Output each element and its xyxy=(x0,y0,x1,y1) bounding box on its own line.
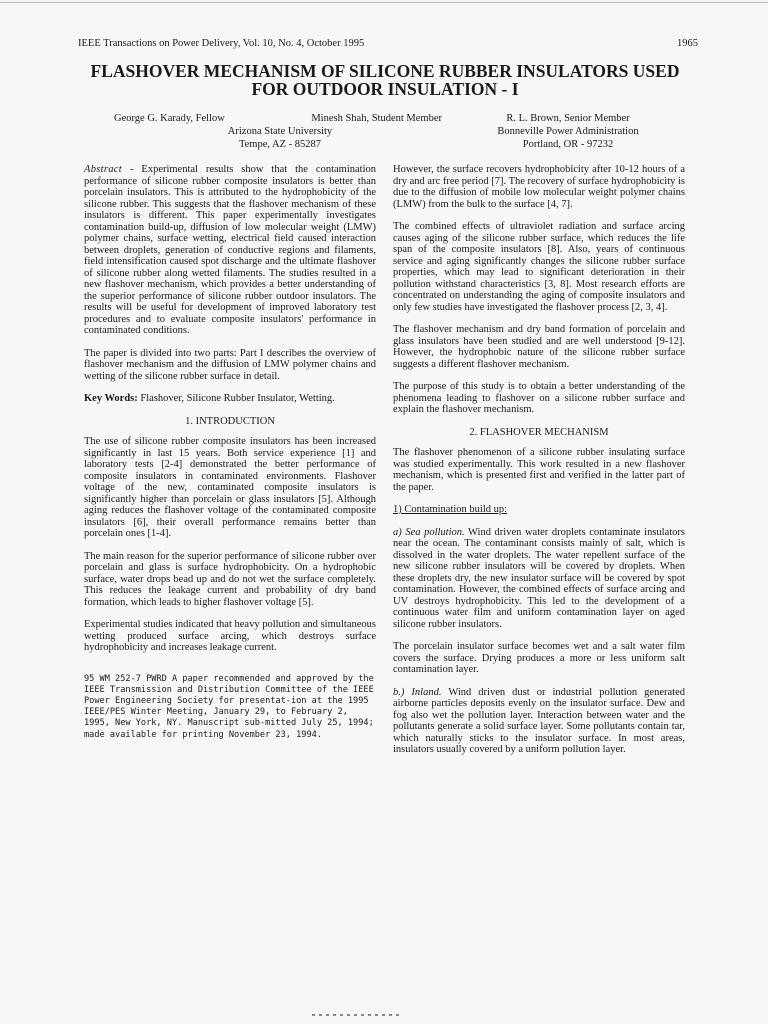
top-rule xyxy=(0,2,768,3)
author-shah: Minesh Shah, Student Member xyxy=(311,113,442,124)
right-paragraph-1: However, the surface recovers hydrophobicity after 10-12 hours of a dry and arc free period [7]. The recovery of surface hydrophobicity is due to the diffusion of mobile low molecular weight polymer chains (LMW) from the bulk to the surface [4, 7]. xyxy=(393,164,685,210)
sea-pollution-label: a) Sea pollution. xyxy=(393,526,465,538)
abstract-text: - Experimental results show that the contamination performance of silicone rubber composite insulators is better than porcelain insulators. This is attributed to the hydrophobicity of the silicone rubber. This suggests that the flashover mechanism of these insulators is different. This paper experimentally investigates contamination build-up, diffusion of low molecular weight (LMW) polymer chains, surface wetting, electrical field caused interaction between droplets, generation of conductive regions and filaments, field intensification caused spot discharge and the ultimate flashover of silicone rubber along wetted filaments. The studies resulted in a new flashover mechanism, which provides a better understanding of the superior performance of silicone rubber outdoor insulators. The results will be useful for development of improved laboratory test procedures and to evaluate composite insulators' performance in contaminated conditions. xyxy=(84,164,376,336)
right-paragraph-3: The flashover mechanism and dry band formation of porcelain and glass insulators have been studied and are well understood [9-12]. However, the hydrophobic nature of the silicone rubber surface suggests a different flashover mechanism. xyxy=(393,324,685,370)
left-column xyxy=(84,164,376,741)
affiliation-asu: Arizona State University xyxy=(227,126,333,137)
right-paragraph-4: The purpose of this study is to obtain a better understanding of the phenomena leading to flashover on a silicone rubber surface and explain the flashover mechanism. xyxy=(393,381,685,415)
page-number: 1965 xyxy=(677,38,698,49)
scan-artifact-marks xyxy=(312,1014,402,1016)
abstract-label: Abstract xyxy=(84,164,122,175)
keywords-text: Flashover, Silicone Rubber Insulator, Wetting. xyxy=(137,393,335,404)
title-line-2: FOR OUTDOOR INSULATION - I xyxy=(251,79,519,99)
keywords-label: Key Words: xyxy=(84,393,138,404)
author-block-right xyxy=(468,112,668,151)
contamination-subheading: 1) Contamination build up: xyxy=(393,504,508,515)
porcelain-paragraph: The porcelain insulator surface becomes wet and a salt water film covers the surface. Drying produces a more or less uniform salt contamination layer. xyxy=(393,641,685,675)
running-head xyxy=(78,38,698,49)
intro-paragraph-1: The use of silicone rubber composite insulators has been increased significantly in last 15 years. Both service experience [1] and laboratory tests [2-4] demonstrated the better performance of composite insulators in contaminated environments. Flashover voltage of the new, contaminated composite insulators is significantly higher than porcelain or glass insulators [5]. Although aging reduces the flashover voltage of the contaminated composite insulators [6], their overall performance remains better than porcelain ones [1-4]. xyxy=(84,436,376,539)
inland-text: Wind driven dust or industrial pollution generated airborne particles deposits evenly on the insulator surface. Dew and fog also wet the pollution layer. Interaction between water and the pollutants generate a solid surface layer. Some pollutants contain tar, which naturally sticks to the insulator surface. In most areas, insulators usually covered by a uniform pollution layer. xyxy=(393,686,685,755)
right-column xyxy=(393,164,685,767)
inland-paragraph xyxy=(393,687,685,756)
intro-paragraph-3: Experimental studies indicated that heavy pollution and simultaneous wetting produced surface arcing, which destroys surface hydrophobicity and increases leakage current. xyxy=(84,619,376,653)
paper-division: The paper is divided into two parts: Part I describes the overview of flashover mechanism and the diffusion of LMW polymer chains and wetting of the silicone rubber surface in detail. xyxy=(84,347,376,382)
journal-citation: IEEE Transactions on Power Delivery, Vol. 10, No. 4, October 1995 xyxy=(78,38,365,49)
section-2-heading: 2. FLASHOVER MECHANISM xyxy=(469,426,609,438)
author-brown: R. L. Brown, Senior Member xyxy=(506,113,630,124)
keywords xyxy=(84,393,376,405)
footnote: 95 WM 252-7 PWRD A paper recommended and approved by the IEEE Transmission and Distribution Committee of the IEEE Power Engineering Society for presentat-ion at the 1995 IEEE/PES Winter Meeting, January 29, to February 2, 1995, New York, NY. Manuscript sub-mitted July 25, 1994; made available for printing November 23, 1994. xyxy=(84,673,374,740)
address-bpa: Portland, OR - 97232 xyxy=(522,139,614,150)
sea-pollution-text: Wind driven water droplets contaminate insulators near the ocean. The contaminant consists mainly of salt, which is dissolved in the water droplets. The water repellent surface of the new silicone rubber insulators will be covered by droplets. When these droplets dry, the new insulator surface will be covered by spot contamination. However, the combined effects of surface arcing and UV destroys hydrophobicity. This led to the development of a continuous water film and uniform contamination layer on aged silicone rubber insulators. xyxy=(393,526,685,630)
title-line-1: FLASHOVER MECHANISM OF SILICONE RUBBER INSULATORS USED xyxy=(90,61,680,81)
affiliation-bpa: Bonneville Power Administration xyxy=(497,126,639,137)
sea-pollution-paragraph xyxy=(393,527,685,631)
author-karady: George G. Karady, Fellow xyxy=(114,113,225,124)
right-paragraph-2: The combined effects of ultraviolet radiation and surface arcing causes aging of the silicone rubber surface, which reduces the life span of the composite insulators [8]. Also, years of continuous service and aging significantly changes the silicone rubber surface properties, which may lead to significant deterioration in their pollution withstand characteristics [3, 8]. Most research efforts are concentrated on understanding the aging of composite insulators and only few studies have investigated the flashover process [2, 3, 4]. xyxy=(393,221,685,313)
abstract xyxy=(84,164,376,337)
paper-title xyxy=(60,62,710,98)
section-2-paragraph-1: The flashover phenomenon of a silicone rubber insulating surface was studied experimentally. This work resulted in a new flashover mechanism, which is presented first and verified in the latter part of the paper. xyxy=(393,447,685,493)
intro-paragraph-2: The main reason for the superior performance of silicone rubber over porcelain and glass is surface hydrophobicity. On a hydrophobic surface, water drops bead up and do not wet the surface completely. This reduces the leakage current and probability of dry band formation, which leads to higher flashover voltage [5]. xyxy=(84,550,376,608)
address-asu: Tempe, AZ - 85287 xyxy=(238,139,322,150)
intro-heading: 1. INTRODUCTION xyxy=(185,415,275,427)
author-block-left xyxy=(110,112,450,151)
inland-label: b.) Inland. xyxy=(393,686,442,698)
